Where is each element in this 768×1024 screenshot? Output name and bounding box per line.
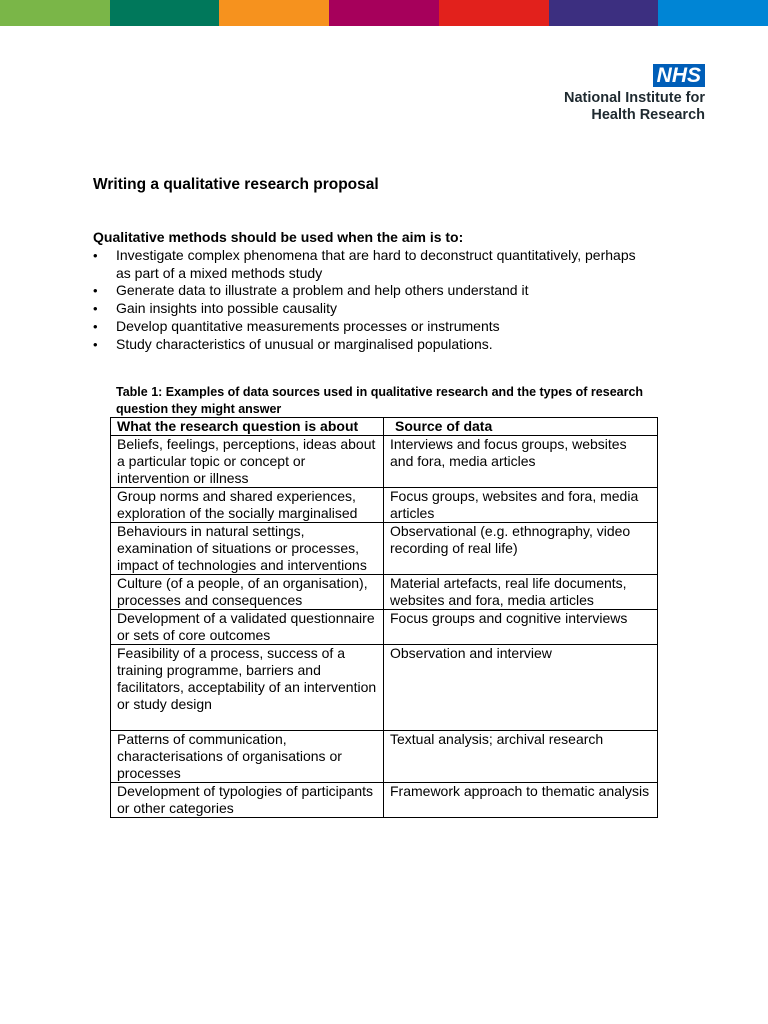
org-name-line-1: National Institute for [564, 90, 705, 106]
table-caption: Table 1: Examples of data sources used in qualitative research and the types of research question they might answer [116, 385, 644, 416]
document-title: Writing a qualitative research proposal [93, 176, 379, 193]
source-cell: Material artefacts, real life documents, websites and fora, media articles [384, 575, 658, 610]
header-source-of-data: Source of data [384, 418, 658, 436]
question-cell: Development of typologies of participants or other categories [111, 783, 384, 818]
nihr-logo [564, 64, 705, 124]
question-cell: Patterns of communication, characterisations of organisations or processes [111, 731, 384, 783]
header-color-stripes [0, 0, 768, 26]
source-cell: Focus groups and cognitive interviews [384, 610, 658, 645]
color-stripe-orange [219, 0, 329, 26]
org-name-line-2: Health Research [591, 107, 705, 123]
table-row [111, 575, 658, 610]
table-header-row [111, 418, 658, 436]
question-cell: Beliefs, feelings, perceptions, ideas about a particular topic or concept or intervention or illness [111, 436, 384, 488]
bullet-item: • Study characteristics of unusual or marginalised populations. [93, 336, 653, 354]
color-stripe-blue [658, 0, 768, 26]
header-research-question: What the research question is about [111, 418, 384, 436]
table-row [111, 488, 658, 523]
bullet-item: • Develop quantitative measurements processes or instruments [93, 318, 653, 336]
question-cell: Development of a validated questionnaire or sets of core outcomes [111, 610, 384, 645]
intro-heading: Qualitative methods should be used when the aim is to: [93, 229, 464, 245]
table-row [111, 523, 658, 575]
color-stripe-green [0, 0, 110, 26]
color-stripe-dark-green [110, 0, 220, 26]
table-row [111, 645, 658, 731]
aims-bullet-list [93, 247, 653, 353]
source-cell: Textual analysis; archival research [384, 731, 658, 783]
color-stripe-red [439, 0, 549, 26]
question-cell: Behaviours in natural settings, examination of situations or processes, impact of technologies and interventions [111, 523, 384, 575]
color-stripe-purple [549, 0, 659, 26]
source-cell: Focus groups, websites and fora, media articles [384, 488, 658, 523]
table-row [111, 610, 658, 645]
nhs-logo-badge: NHS [653, 64, 705, 87]
table-row [111, 731, 658, 783]
bullet-item: • Investigate complex phenomena that are hard to deconstruct quantitatively, perhaps as part of a mixed methods study [93, 247, 653, 282]
source-cell: Observation and interview [384, 645, 658, 731]
table-row [111, 783, 658, 818]
color-stripe-magenta [329, 0, 439, 26]
table-row [111, 436, 658, 488]
data-sources-table [110, 417, 658, 818]
source-cell: Interviews and focus groups, websites and fora, media articles [384, 436, 658, 488]
bullet-item: • Generate data to illustrate a problem and help others understand it [93, 282, 653, 300]
bullet-item: • Gain insights into possible causality [93, 300, 653, 318]
question-cell: Group norms and shared experiences, exploration of the socially marginalised [111, 488, 384, 523]
source-cell: Framework approach to thematic analysis [384, 783, 658, 818]
source-cell: Observational (e.g. ethnography, video recording of real life) [384, 523, 658, 575]
question-cell: Feasibility of a process, success of a training programme, barriers and facilitators, acceptability of an intervention or study design [111, 645, 384, 731]
question-cell: Culture (of a people, of an organisation), processes and consequences [111, 575, 384, 610]
